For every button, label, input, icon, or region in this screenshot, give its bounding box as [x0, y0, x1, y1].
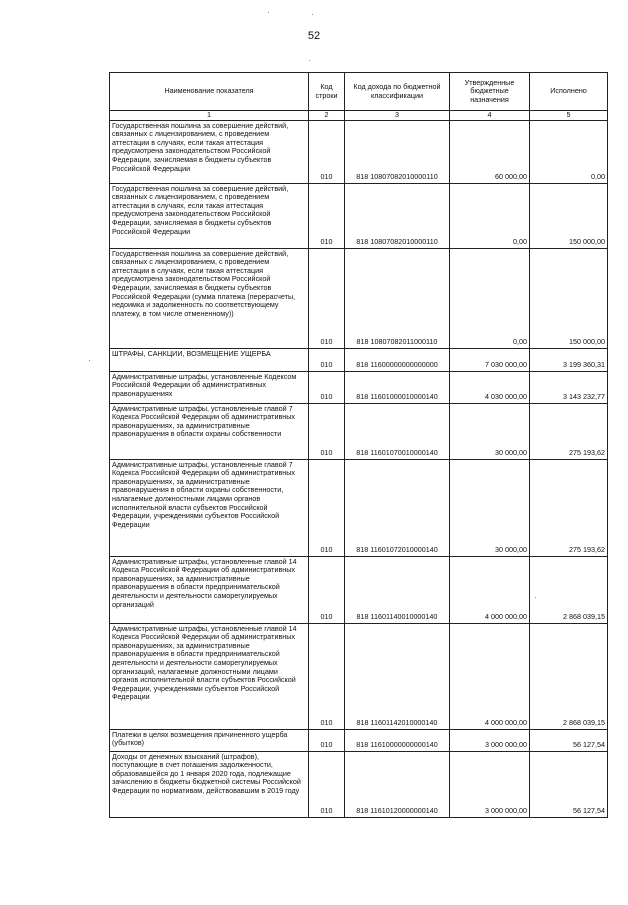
row-name: Административные штрафы, установленные Кодексом Российской Федерации об административных правонарушениях [110, 371, 309, 403]
row-code: 010 [309, 403, 345, 459]
table-row [110, 623, 608, 729]
row-approved: 3 000 000,00 [450, 729, 530, 751]
row-name: Административные штрафы, установленные главой 7 Кодекса Российской Федерации об административных правонарушениях, за административные правонарушения в области охраны собственности, налагаемые должностными лицами органов исполнительной власти субъектов Российской Федерации, учреждениями субъектов Российской Федерации [110, 459, 309, 556]
row-executed: 150 000,00 [530, 248, 608, 348]
row-name: Доходы от денежных взысканий (штрафов), поступающие в счет погашения задолженности, образовавшейся до 1 января 2020 года, подлежащие зачислению в бюджеты бюджетной системы Российской Федерации по нормативам, действовавшим в 2019 году [110, 751, 309, 817]
row-approved: 60 000,00 [450, 120, 530, 183]
row-kbk: 818 11610120000000140 [345, 751, 450, 817]
revenue-table [109, 72, 608, 818]
row-approved: 4 000 000,00 [450, 623, 530, 729]
row-kbk: 818 11601140010000140 [345, 556, 450, 623]
row-kbk: 818 11601142010000140 [345, 623, 450, 729]
scan-speck [312, 14, 313, 15]
row-code: 010 [309, 371, 345, 403]
row-approved: 30 000,00 [450, 459, 530, 556]
row-code: 010 [309, 248, 345, 348]
row-kbk: 818 11601072010000140 [345, 459, 450, 556]
row-executed: 56 127,54 [530, 729, 608, 751]
row-name: Административные штрафы, установленные главой 7 Кодекса Российской Федерации об административных правонарушениях, за административные правонарушения в области охраны собственности [110, 403, 309, 459]
row-kbk: 818 11610000000000140 [345, 729, 450, 751]
row-approved: 0,00 [450, 183, 530, 248]
row-kbk: 818 11601070010000140 [345, 403, 450, 459]
scan-speck [89, 360, 90, 361]
row-code: 010 [309, 623, 345, 729]
row-name: Государственная пошлина за совершение действий, связанных с лицензированием, с проведением аттестации в случаях, если такая аттестация предусмотрена законодательством Российской Федерации, зачисляемая в бюджеты субъектов Российской Федерации (сумма платежа (перерасчеты, недоимка и задолженность по соответствующему платежу, в том числе отмененному)) [110, 248, 309, 348]
column-number: 4 [450, 111, 530, 121]
column-number: 1 [110, 111, 309, 121]
header-approved: Утвержденные бюджетные назначения [450, 73, 530, 111]
row-name: Государственная пошлина за совершение действий, связанных с лицензированием, с проведением аттестации в случаях, если такая аттестация предусмотрена законодательством Российской Федерации, зачисляемая в бюджеты субъектов Российской Федерации [110, 120, 309, 183]
row-kbk: 818 10807082011000110 [345, 248, 450, 348]
row-code: 010 [309, 729, 345, 751]
row-approved: 4 030 000,00 [450, 371, 530, 403]
row-kbk: 818 10807082010000110 [345, 120, 450, 183]
scan-speck [309, 60, 310, 61]
table-row [110, 248, 608, 348]
row-name: Административные штрафы, установленные главой 14 Кодекса Российской Федерации об административных правонарушениях, за административные правонарушения в области предпринимательской деятельности и деятельности саморегулируемых организаций, налагаемые должностными лицами органов исполнительной власти субъектов Российской Федерации, учреждениями субъектов Российской Федерации [110, 623, 309, 729]
row-code: 010 [309, 459, 345, 556]
header-executed: Исполнено [530, 73, 608, 111]
header-code: Код строки [309, 73, 345, 111]
column-number: 5 [530, 111, 608, 121]
table-row [110, 183, 608, 248]
page-number: 52 [307, 30, 321, 42]
row-executed: 56 127,54 [530, 751, 608, 817]
row-code: 010 [309, 120, 345, 183]
row-code: 010 [309, 183, 345, 248]
row-approved: 0,00 [450, 248, 530, 348]
row-kbk: 818 11601000010000140 [345, 371, 450, 403]
row-name: ШТРАФЫ, САНКЦИИ, ВОЗМЕЩЕНИЕ УЩЕРБА [110, 348, 309, 371]
header-name: Наименование показателя [110, 73, 309, 111]
row-name: Административные штрафы, установленные главой 14 Кодекса Российской Федерации об административных правонарушениях, за административные правонарушения в области предпринимательской деятельности и деятельности саморегулируемых организаций [110, 556, 309, 623]
row-executed: 150 000,00 [530, 183, 608, 248]
table-row [110, 371, 608, 403]
row-approved: 30 000,00 [450, 403, 530, 459]
table-row [110, 556, 608, 623]
table-header-row [110, 73, 608, 111]
row-code: 010 [309, 556, 345, 623]
row-approved: 7 030 000,00 [450, 348, 530, 371]
column-number: 2 [309, 111, 345, 121]
row-name: Платежи в целях возмещения причиненного ущерба (убытков) [110, 729, 309, 751]
scan-speck [268, 12, 269, 13]
row-code: 010 [309, 348, 345, 371]
table-row [110, 403, 608, 459]
row-executed: 2 868 039,15 [530, 623, 608, 729]
table-row [110, 459, 608, 556]
row-kbk: 818 11600000000000000 [345, 348, 450, 371]
row-executed: 2 868 039,15 [530, 556, 608, 623]
table-row [110, 348, 608, 371]
row-approved: 4 000 000,00 [450, 556, 530, 623]
row-executed: 3 143 232,77 [530, 371, 608, 403]
column-number: 3 [345, 111, 450, 121]
row-name: Государственная пошлина за совершение действий, связанных с лицензированием, с проведением аттестации в случаях, если такая аттестация предусмотрена законодательством Российской Федерации, зачисляемая в бюджеты субъектов Российской Федерации [110, 183, 309, 248]
header-kbk: Код дохода по бюджетной классификации [345, 73, 450, 111]
row-executed: 0,00 [530, 120, 608, 183]
table-row [110, 120, 608, 183]
column-number-row [110, 111, 608, 121]
row-executed: 275 193,62 [530, 459, 608, 556]
row-kbk: 818 10807082010000110 [345, 183, 450, 248]
row-executed: 275 193,62 [530, 403, 608, 459]
row-approved: 3 000 000,00 [450, 751, 530, 817]
table-row [110, 751, 608, 817]
table-row [110, 729, 608, 751]
row-executed: 3 199 360,31 [530, 348, 608, 371]
row-code: 010 [309, 751, 345, 817]
